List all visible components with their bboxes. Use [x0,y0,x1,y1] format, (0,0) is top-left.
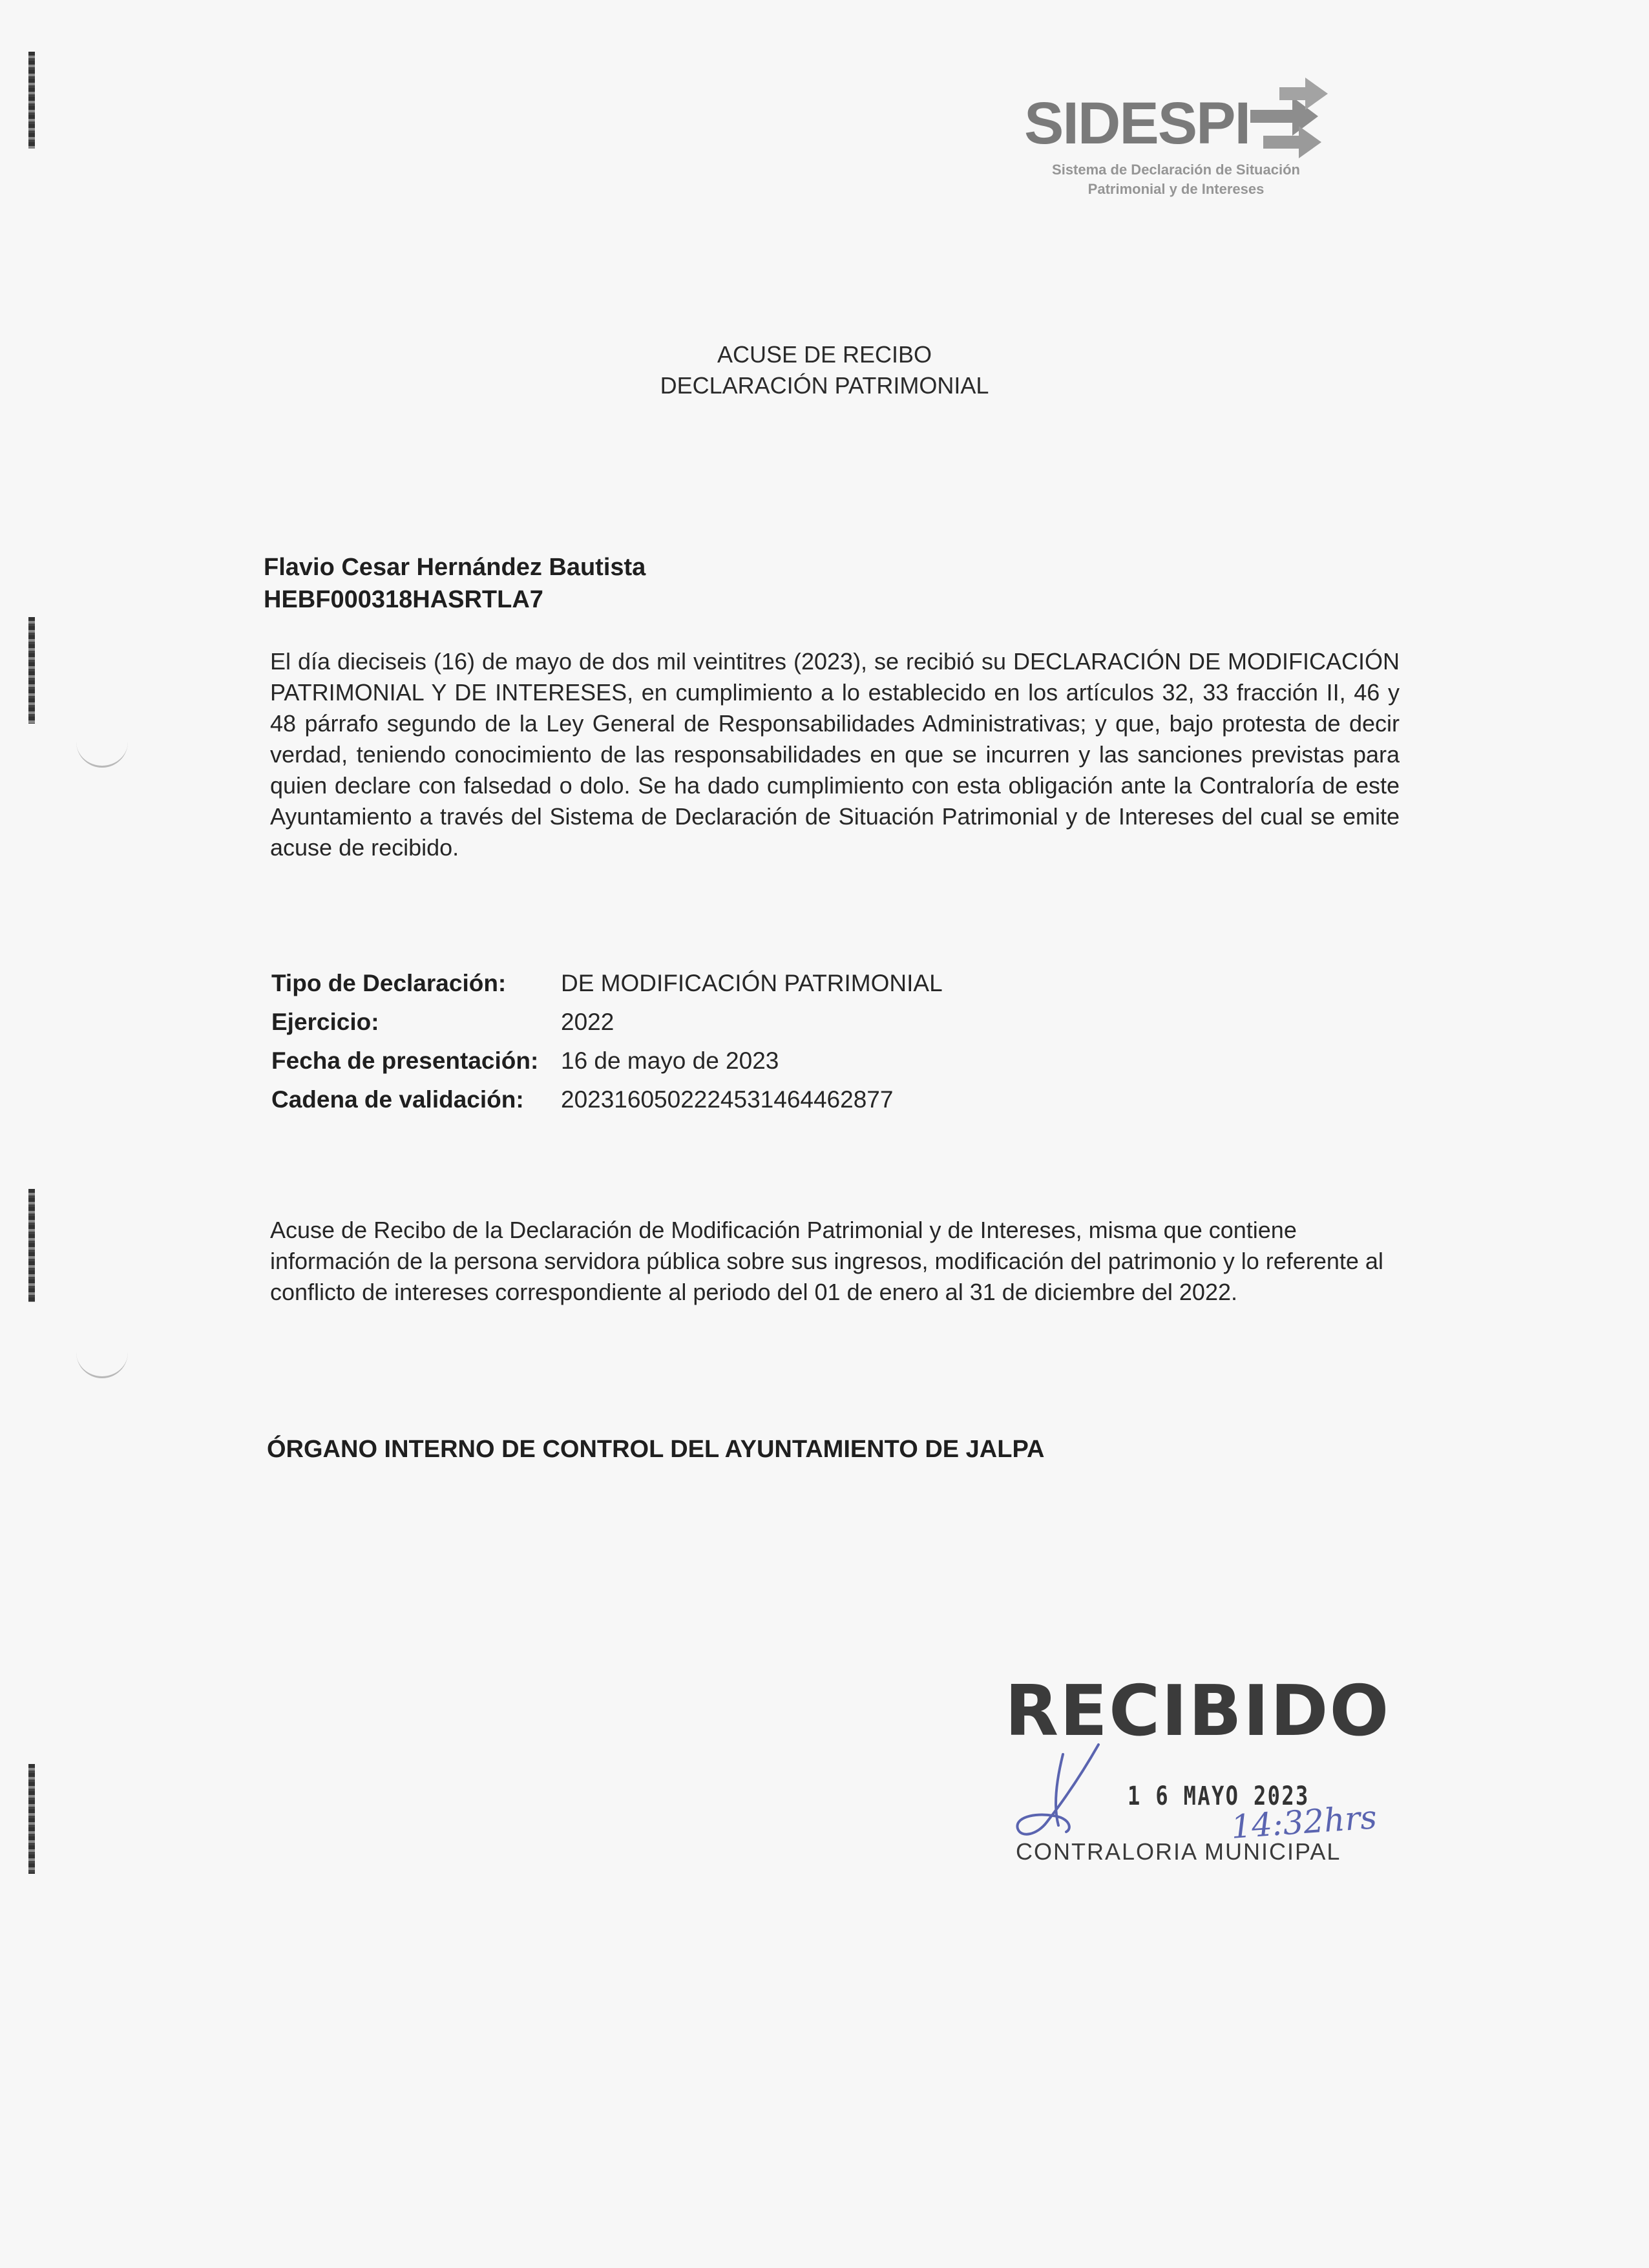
sidespi-logo [1024,74,1334,204]
binding-mark [28,1189,35,1302]
punch-hole [76,720,128,768]
logo-arrows-icon [1244,74,1334,162]
organ-name: ÓRGANO INTERNO DE CONTROL DEL AYUNTAMIENTO DE JALPA [267,1436,1045,1463]
stamp-date: 1 6 MAYO 2023 [1128,1781,1310,1811]
logo-subtitle-line2: Patrimonial y de Intereses [1087,181,1265,197]
header-subtitle: DECLARACIÓN PATRIMONIAL [660,372,989,399]
detail-value: 16 de mayo de 2023 [561,1047,779,1074]
binding-mark [28,617,35,724]
detail-label: Ejercicio: [271,1009,379,1035]
detail-value: DE MODIFICACIÓN PATRIMONIAL [561,970,943,996]
binding-mark [28,52,35,149]
body-paragraph: El día dieciseis (16) de mayo de dos mil veintitres (2023), se recibió su DECLARACIÓN DE MODIFICACIÓN PATRIMONIAL Y DE INTERESES, en cumplimiento a lo establecido en los artículos 32, 33 fracción II, 46 y 48 párrafo segundo de la Ley General de Responsabilidades Administrativas; y que, bajo protesta de decir verdad, teniendo conocimiento de las responsabilidades en que se incurren y las sanciones previstas para quien declare con falsedad o dolo. Se ha dado cumplimiento con esta obligación ante la Contraloría de este Ayuntamiento a través del Sistema de Declaración de Situación Patrimonial y de Intereses del cual se emite acuse de recibido. [270,648,1400,861]
detail-value: 2022 [561,1009,614,1035]
stamp-department: CONTRALORIA MUNICIPAL [1016,1838,1341,1865]
binding-mark [28,1764,35,1874]
closing-paragraph: Acuse de Recibo de la Declaración de Modificación Patrimonial y de Intereses, misma que contiene información de la persona servidora pública sobre sus ingresos, modificación del patrimonio y lo referente al conflicto de intereses correspondiente al periodo del 01 de enero al 31 de diciembre del 2022. [270,1217,1383,1305]
signature [1008,1741,1137,1845]
detail-label: Fecha de presentación: [271,1047,539,1074]
declarant [264,551,646,616]
stamp-time: 14:32hrs [1230,1798,1378,1846]
punch-hole [76,1331,128,1378]
logo-wordmark: SIDESPI [1024,90,1250,156]
declarant-curp: HEBF000318HASRTLA7 [264,586,543,613]
logo-subtitle-line1: Sistema de Declaración de Situación [1052,162,1300,178]
stamp-received: RECIBIDO [1005,1671,1391,1752]
detail-label: Cadena de validación: [271,1086,524,1113]
detail-value: 20231605022245314644628​77 [561,1086,894,1113]
detail-label: Tipo de Declaración: [271,970,507,996]
header-title: ACUSE DE RECIBO [717,341,932,368]
logo-subtitle [1024,160,1328,199]
declarant-name: Flavio Cesar Hernández Bautista [264,554,646,581]
